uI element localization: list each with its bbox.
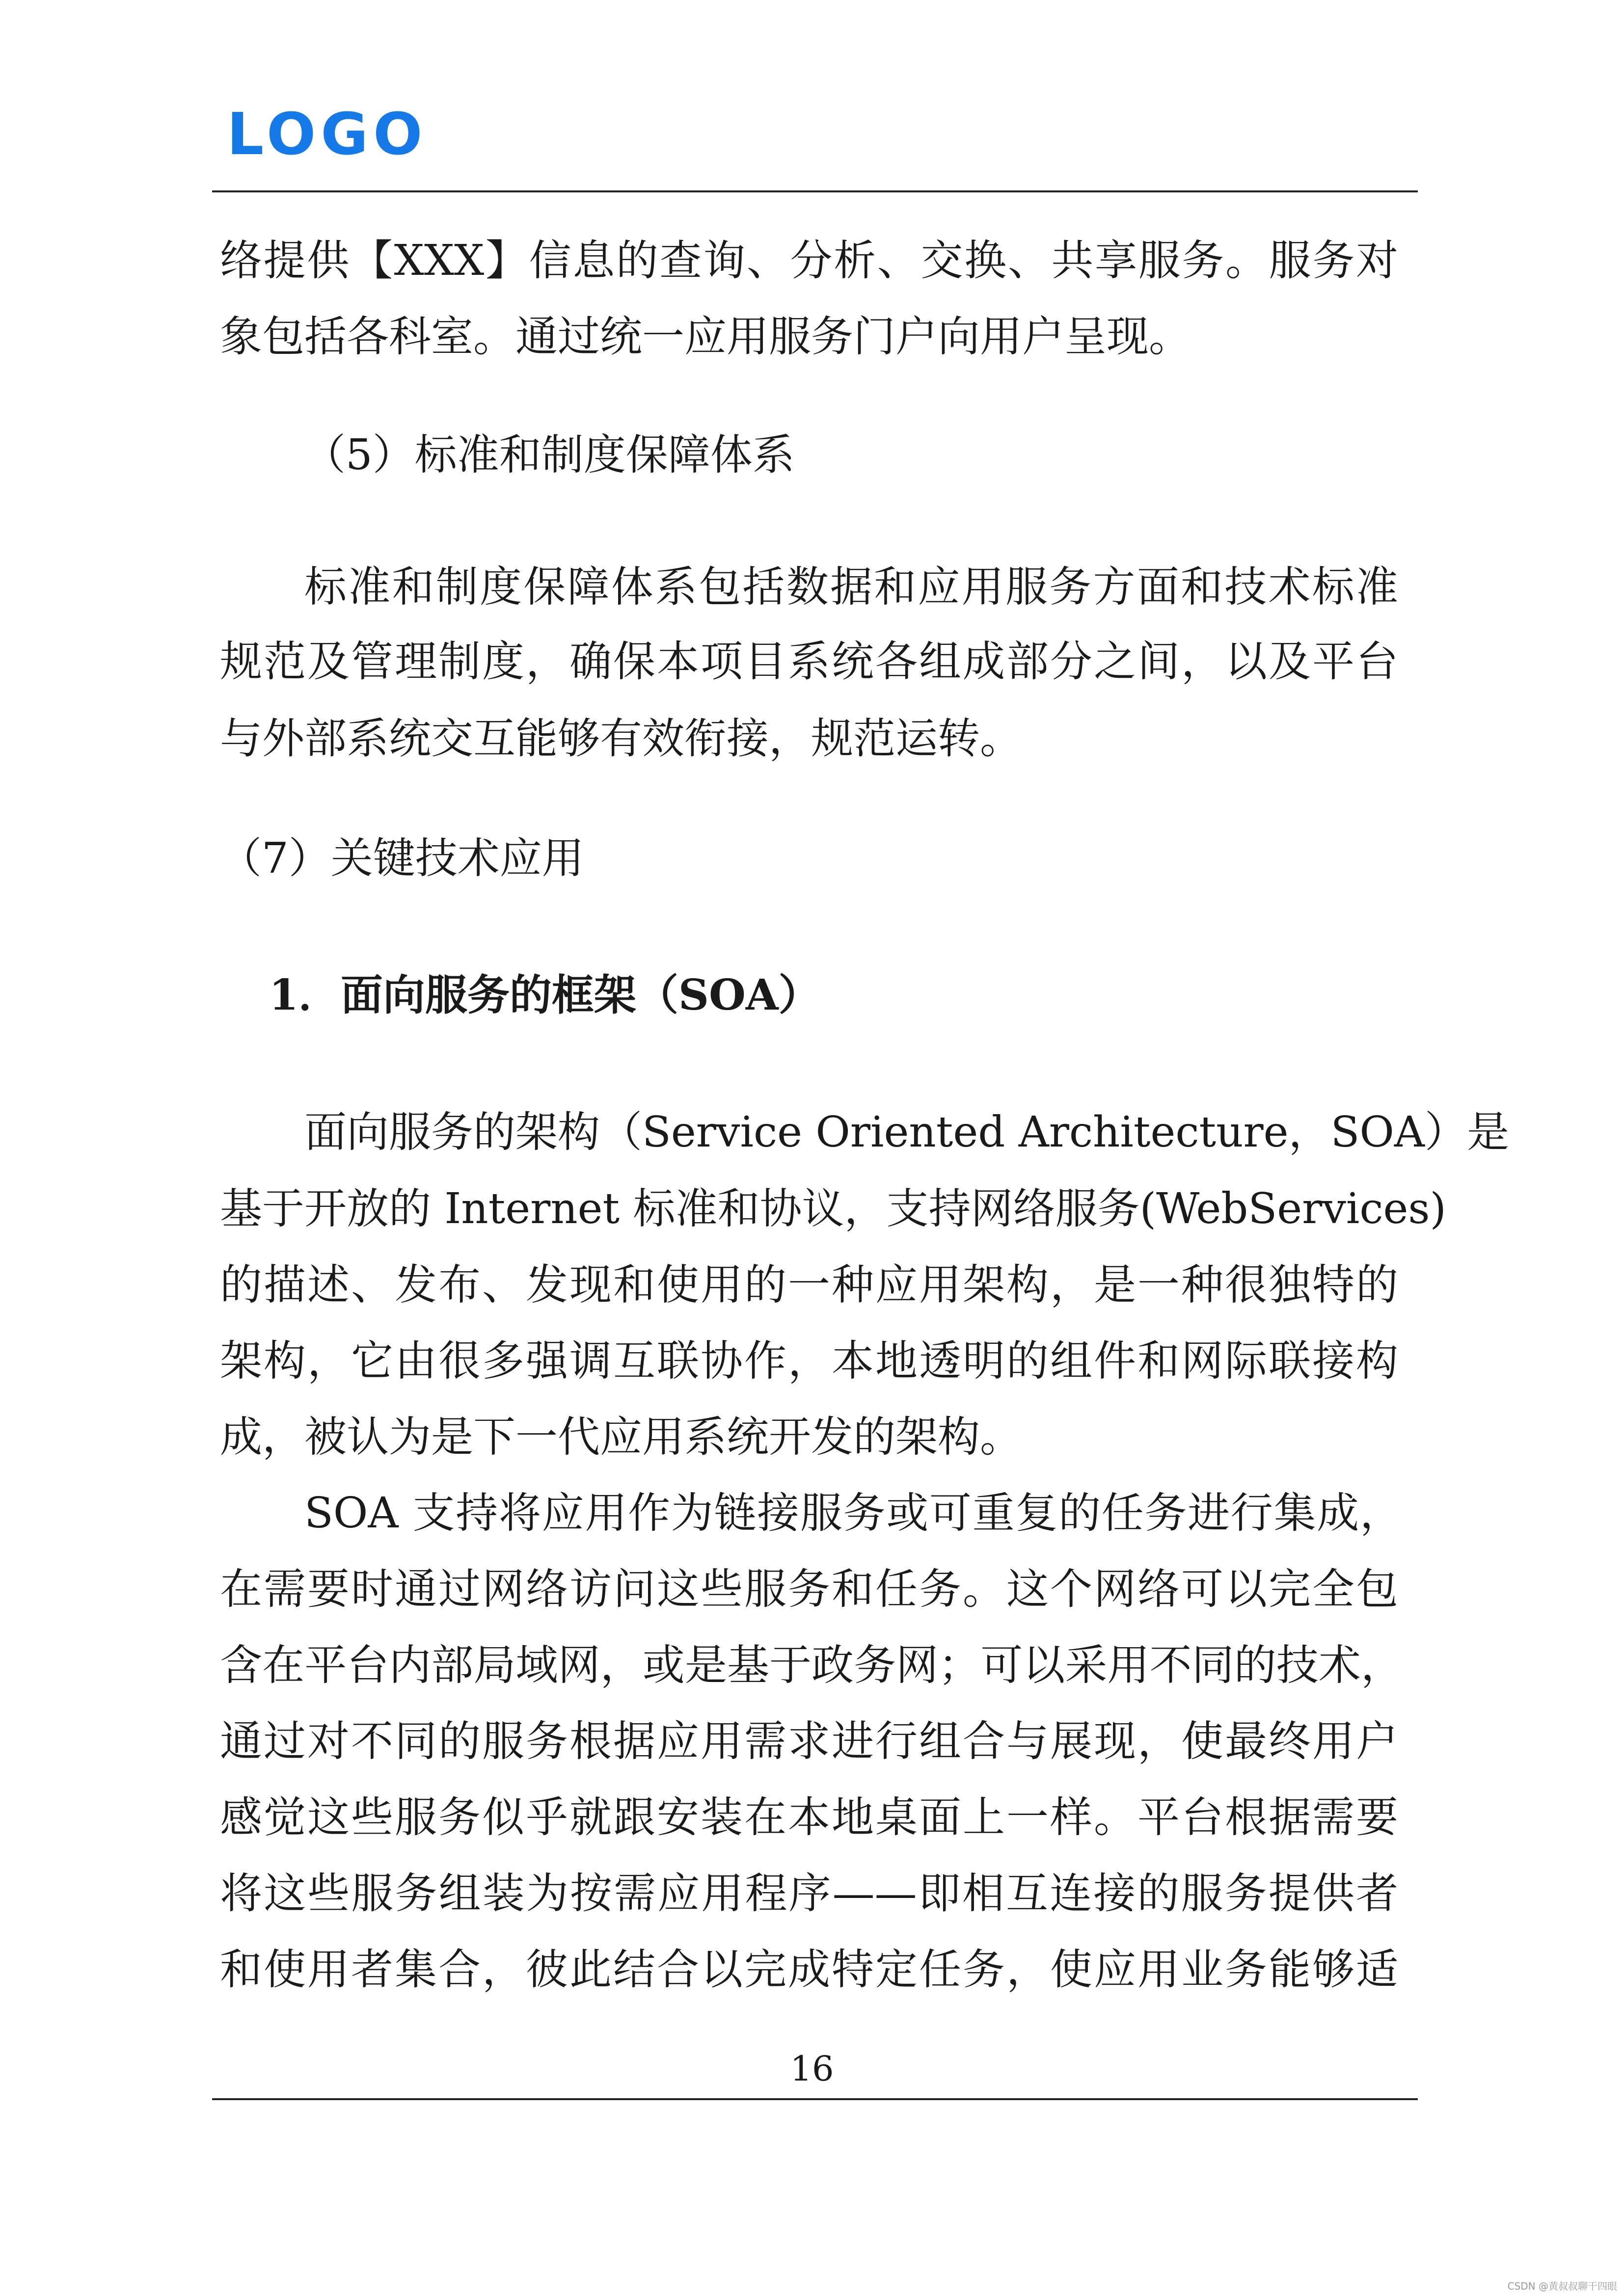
section-heading: （5）标准和制度保障体系	[303, 430, 795, 480]
header-divider	[212, 190, 1418, 192]
paragraph-line: 含在平台内部局域网，或是基于政务网；可以采用不同的技术，	[220, 1641, 1403, 1690]
paragraph-line: 象包括各科室。通过统一应用服务门户向用户呈现。	[220, 312, 1191, 361]
paragraph-line: 面向服务的架构（Service Oriented Architecture，SOA）是	[304, 1108, 1510, 1157]
paragraph-line: 规范及管理制度，确保本项目系统各组成部分之间，以及平台	[220, 637, 1398, 686]
paragraph-line: 与外部系统交互能够有效衔接，规范运转。	[220, 714, 1022, 763]
paragraph-line: 在需要时通过网络访问这些服务和任务。这个网络可以完全包	[220, 1565, 1398, 1614]
logo	[227, 100, 428, 168]
paragraph-line: 通过对不同的服务根据应用需求进行组合与展现，使最终用户	[220, 1717, 1398, 1766]
paragraph-line: 感觉这些服务似乎就跟安装在本地桌面上一样。平台根据需要	[220, 1793, 1398, 1842]
logo-text: LOGO	[227, 100, 428, 168]
paragraph-line: 架构，它由很多强调互联协作，本地透明的组件和网际联接构	[220, 1336, 1398, 1386]
source-watermark: CSDN @黄叔叔聊干四眼	[1507, 2280, 1617, 2292]
footer-divider	[212, 2098, 1418, 2100]
section-heading: （7）关键技术应用	[219, 834, 584, 883]
subsection-heading: 1．面向服务的框架（SOA）	[269, 970, 821, 1020]
paragraph-line: 成，被认为是下一代应用系统开发的架构。	[220, 1413, 1022, 1462]
paragraph-line: 络提供【XXX】信息的查询、分析、交换、共享服务。服务对	[220, 236, 1398, 285]
paragraph-line: 基于开放的 Internet 标准和协议，支持网络服务(WebServices)	[220, 1184, 1447, 1233]
paragraph-line: SOA 支持将应用作为链接服务或可重复的任务进行集成，	[304, 1489, 1402, 1538]
paragraph-line: 将这些服务组装为按需应用程序——即相互连接的服务提供者	[220, 1869, 1398, 1918]
paragraph-line: 和使用者集合，彼此结合以完成特定任务，使应用业务能够适	[220, 1945, 1398, 1994]
paragraph-line: 标准和制度保障体系包括数据和应用服务方面和技术标准	[304, 562, 1398, 612]
page-number: 16	[790, 2049, 834, 2089]
paragraph-line: 的描述、发布、发现和使用的一种应用架构，是一种很独特的	[220, 1260, 1398, 1309]
